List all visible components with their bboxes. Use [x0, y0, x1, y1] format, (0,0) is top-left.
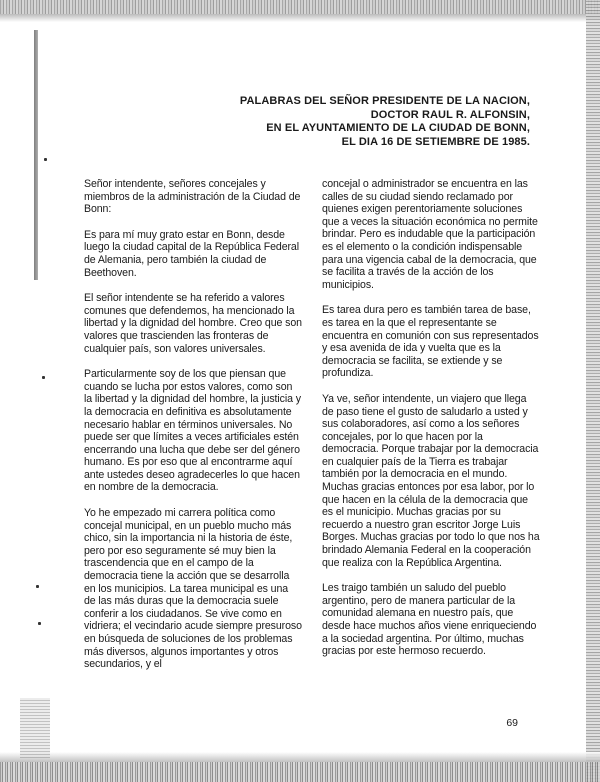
paragraph: Es para mí muy grato estar en Bonn, desde luego la ciudad capital de la República Federal de Alemania, pero también la ciudad de Beethoven. — [84, 228, 299, 279]
scan-border-bottom — [0, 752, 600, 782]
heading-line-2: DOCTOR RAUL R. ALFONSIN, — [370, 108, 530, 121]
page-number: 69 — [506, 717, 518, 729]
heading-line-1: PALABRAS DEL SEÑOR PRESIDENTE DE LA NACION, — [239, 95, 530, 107]
paragraph: concejal o administrador se encuentra en las calles de su ciudad siendo reclamado por quienes exigen perentoriamente soluciones que a veces la situación económica no permite brindar. Pero es indudable que la participación es el elemento o la condición indispensable para una vigencia cabal de la democracia, que se facilita a través de la acción de los municipios. — [322, 178, 538, 291]
paragraph: Señor intendente, señores concejales y miembros de la administración de la Ciudad de Bonn: — [84, 178, 301, 216]
paragraph: Es tarea dura pero es también tarea de base, es tarea en la que el representante se encuentra en comunión con sus representados y esa avenida de ida y vuelta que es la democracia se facilita, se extiende y se profundiza. — [322, 304, 539, 380]
paragraph: Les traigo también un saludo del pueblo argentino, pero de manera particular de la comunidad alemana en nuestro país, que desde hace muchos años viene enriqueciendo a la sociedad argentina. Por último, muchas gracias por este hermoso recuerdo. — [322, 582, 537, 658]
paragraph: Ya ve, señor intendente, un viajero que llega de paso tiene el gusto de saludarlo a usted y sus colaboradores, así como a los señores concejales, por lo que hacen por la democracia. Porque trabajar por la democracia en cualquier país de la Tierra es trabajar también por la democracia en el mundo. Muchas gracias entonces por esa labor, por lo que hacen en la célula de la democracia que es el municipio. Muchas gracias por su recuerdo a nuestro gran escritor Jorge Luis Borges. Muchas gracias por todo lo que nos ha brindado Alemania Federal en la cooperación que realiza con la República Argentina. — [322, 392, 540, 569]
scan-left-corner — [20, 698, 50, 758]
scan-left-edge — [34, 30, 38, 280]
scan-border-top — [0, 0, 600, 22]
heading-line-3: EN EL AYUNTAMIENTO DE LA CIUDAD DE BONN, — [266, 122, 530, 134]
scan-speck — [36, 585, 39, 588]
paragraph: El señor intendente se ha referido a valores comunes que defendemos, ha mencionado la libertad y la dignidad del hombre. Creo que son valores que trascienden las fronteras de cualquier país, son valores universales. — [84, 292, 302, 355]
paragraph: Yo he empezado mi carrera política como concejal municipal, en un pueblo mucho más chico, sin la importancia ni la historia de éste, pero por eso seguramente sé muy bien la trascendencia que en el campo de la democracia tiene la acción que se desarrolla en los municipios. La tarea municipal es una de las más duras que la democracia suele conferir a los ciudadanos. Se vive como en vidriera; el vecindario acude siempre presuroso en búsqueda de soluciones de los problemas más diversos, algunos importantes y otros secundarios, y el — [84, 507, 302, 671]
paragraph: Particularmente soy de los que piensan que cuando se lucha por estos valores, como son la libertad y la dignidad del hombre, la justicia y la democracia en definitiva es absolutamente necesario hablar en términos universales. No puede ser que límites a veces artificiales estén encerrando una lucha que debe ser del género humano. Es por eso que al encontrarme aquí ante ustedes deseo agradecerles lo que hacen en nombre de la democracia. — [84, 368, 301, 494]
document-heading — [240, 95, 530, 149]
scan-speck — [38, 622, 41, 625]
scan-speck — [42, 376, 45, 379]
scan-border-right — [586, 0, 600, 782]
scan-speck — [44, 158, 47, 161]
left-column — [84, 178, 302, 684]
right-column — [322, 178, 540, 671]
heading-line-4: EL DIA 16 DE SETIEMBRE DE 1985. — [341, 135, 530, 148]
